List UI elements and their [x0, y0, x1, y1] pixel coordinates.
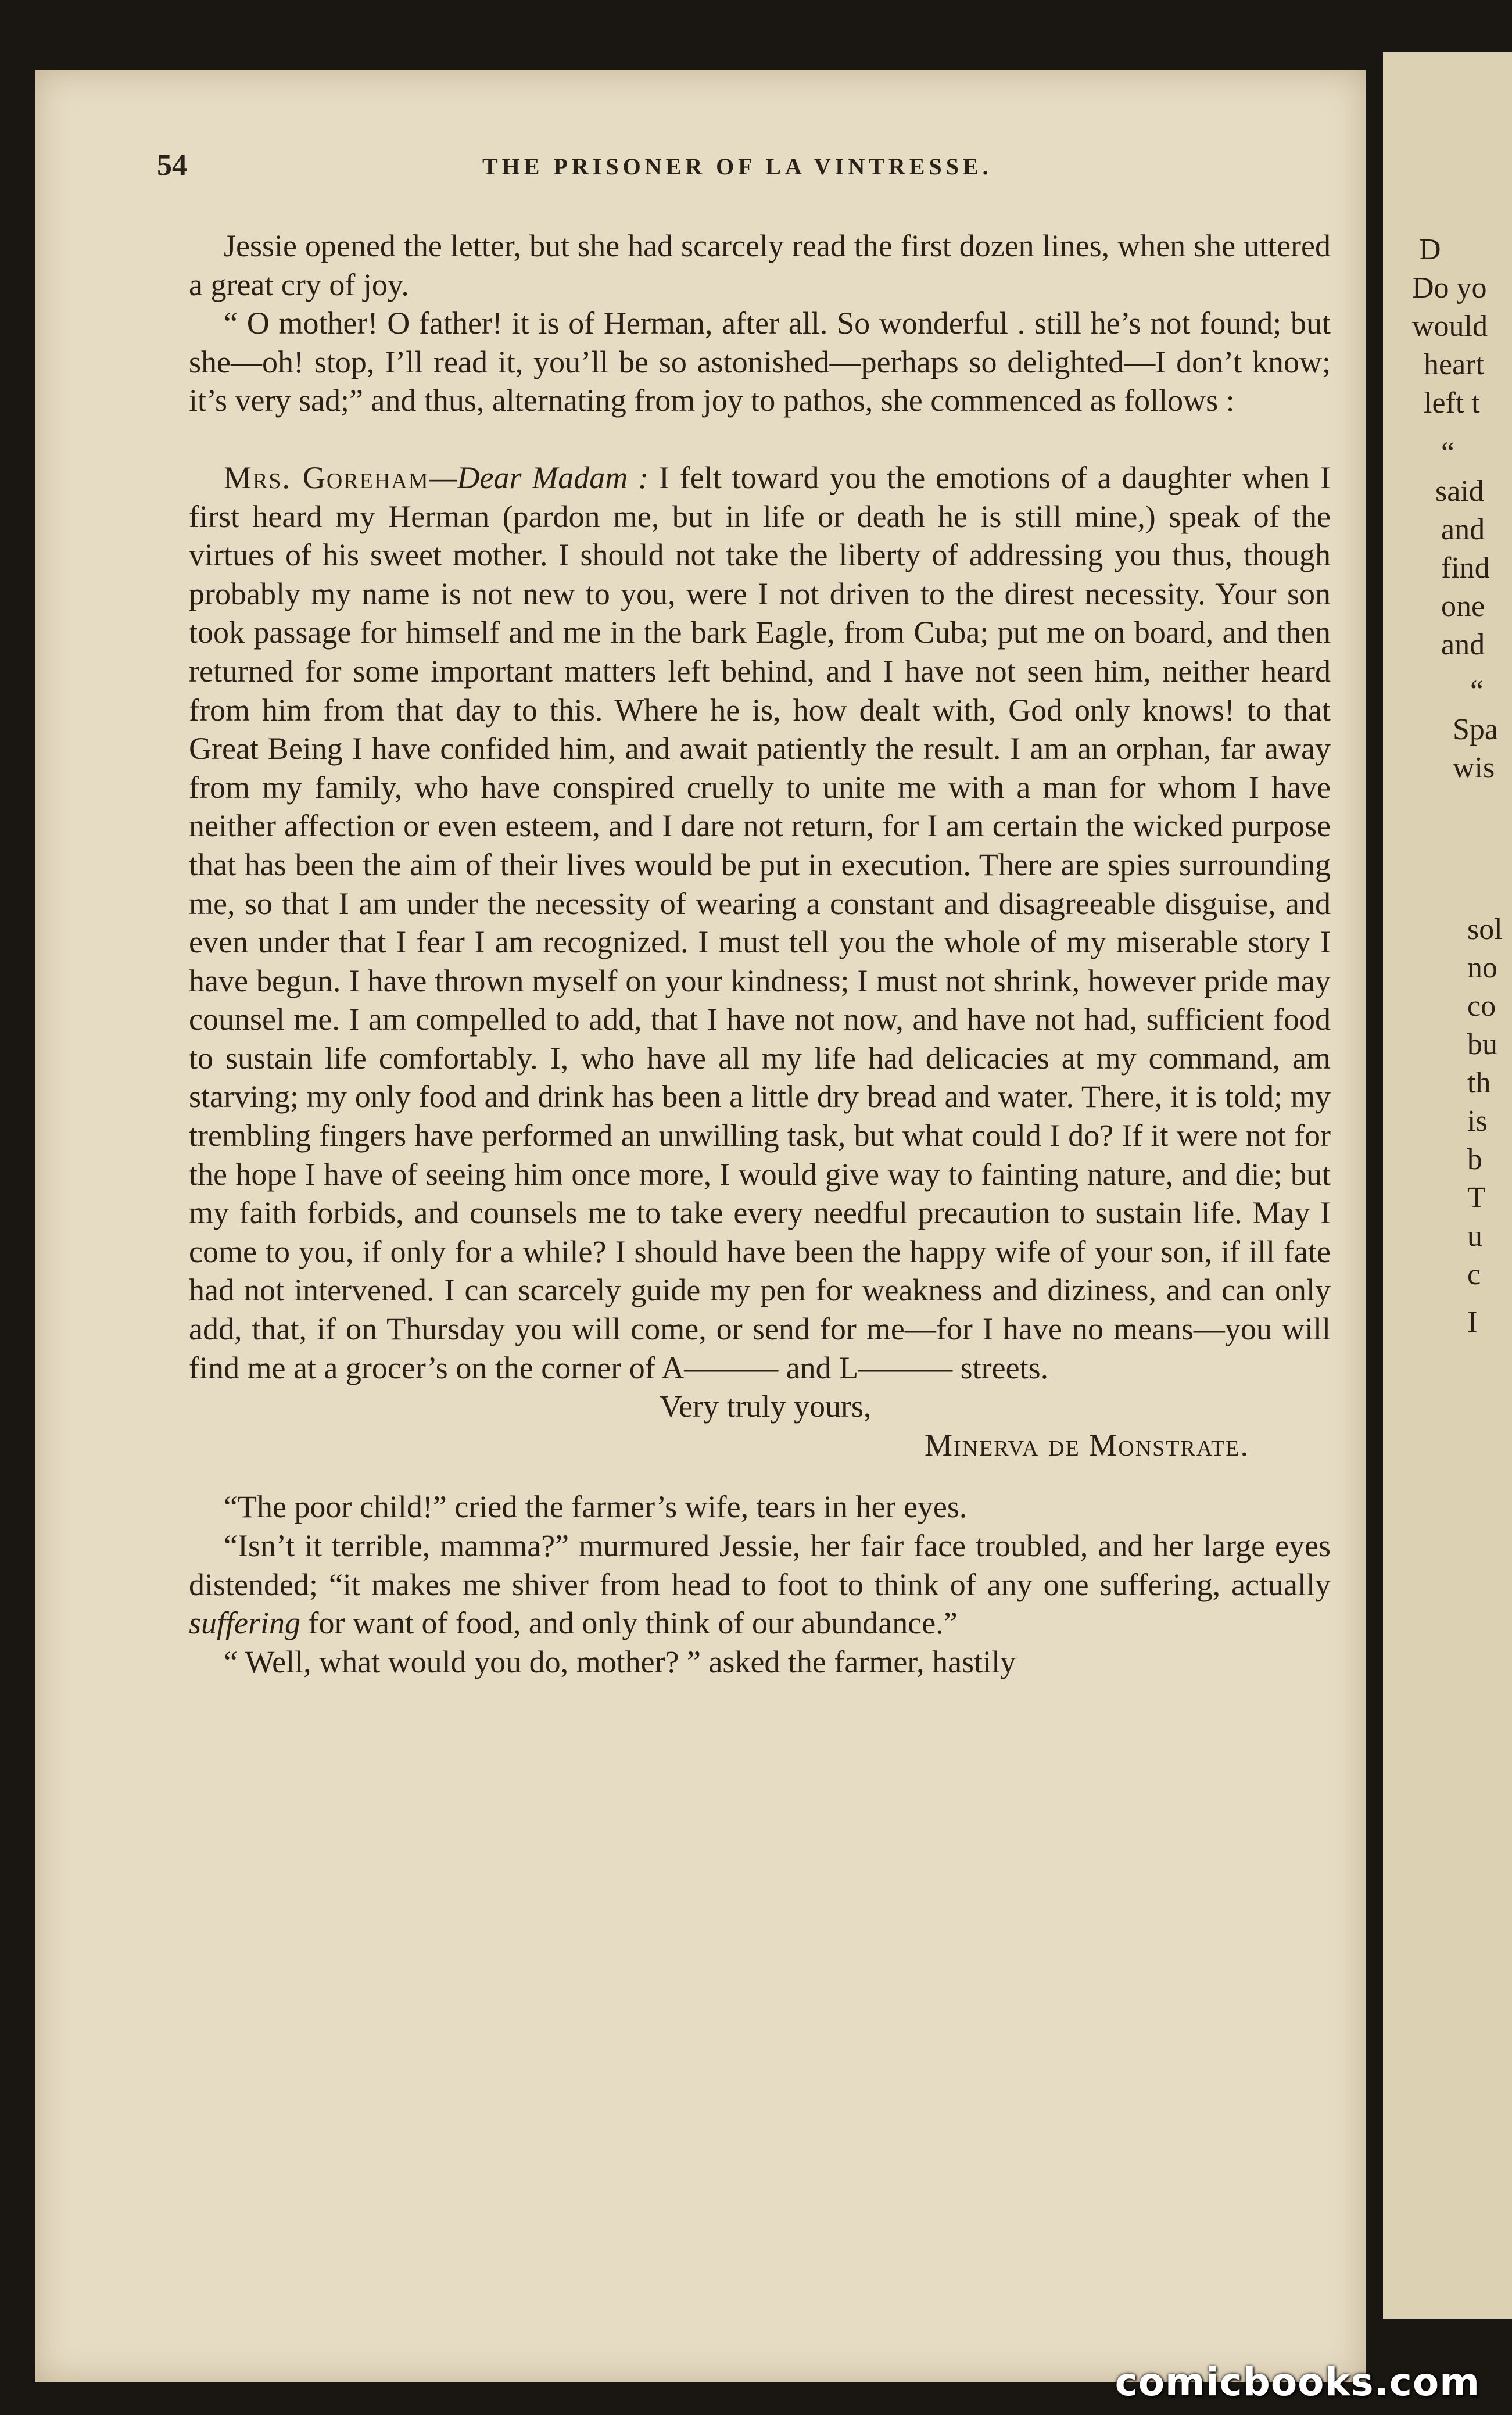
emphasis-suffering: suffering [189, 1606, 301, 1641]
facing-fragment: no [1467, 951, 1497, 984]
facing-fragment: said [1435, 475, 1484, 508]
facing-fragment: “ [1441, 436, 1455, 470]
spacer [189, 1464, 1331, 1488]
facing-fragment: co [1467, 990, 1496, 1023]
paragraph-what-would-you-do: “ Well, what would you do, mother? ” asked the farmer, hastily [224, 1644, 1016, 1679]
paragraph-text: “Isn’t it terrible, mamma?” murmured Jessie, her fair face troubled, and her large eyes distended; “it makes me shiver from head to foot to think of any one suffering, actually [189, 1528, 1331, 1602]
facing-fragment: I [1467, 1306, 1478, 1339]
facing-fragment: Do yo [1412, 271, 1487, 304]
facing-fragment: bu [1467, 1028, 1497, 1061]
facing-fragment: “ [1470, 675, 1484, 708]
facing-fragment: b [1467, 1143, 1482, 1176]
letter-body [189, 458, 1331, 1387]
letter-salutation-name: Mrs. Goreham [224, 460, 429, 495]
spacer [189, 420, 1331, 458]
facing-fragment: is [1467, 1105, 1488, 1138]
facing-fragment: would [1412, 310, 1488, 343]
facing-fragment: u [1467, 1220, 1482, 1253]
watermark: comicbooks.com [1115, 2360, 1480, 2405]
facing-fragment: wis [1453, 751, 1495, 784]
page-number: 54 [157, 149, 187, 182]
facing-fragment: and [1441, 628, 1485, 661]
facing-fragment: sol [1467, 913, 1503, 946]
facing-fragment: heart [1424, 348, 1484, 381]
facing-fragment: c [1467, 1258, 1481, 1291]
running-title: THE PRISONER OF LA VINTRESSE. [482, 153, 993, 180]
facing-page-edge [1383, 52, 1512, 2319]
facing-fragment: and [1441, 513, 1485, 546]
facing-fragment: one [1441, 590, 1485, 623]
facing-fragment: th [1467, 1066, 1491, 1099]
paragraph-isnt-it-terrible [189, 1527, 1331, 1643]
running-head [157, 148, 1319, 195]
facing-fragment: Spa [1453, 713, 1498, 746]
letter-closing: Very truly yours, [660, 1389, 872, 1424]
paragraph-poor-child: “The poor child!” cried the farmer’s wife, tears in her eyes. [224, 1489, 968, 1525]
facing-fragment: D [1419, 233, 1441, 266]
facing-fragment: T [1467, 1181, 1486, 1214]
letter-text: I felt toward you the emotions of a daughter when I first heard my Herman (pardon me, but in life or death he is still mine,) speak of the virtues of his sweet mother. I should not take the liberty of addressing you thus, though probably my name is not new to you, were I not driven to the direst necessity. Your son took passage for himself and me in the bark Eagle, from Cuba; put me on board, and then returned for some important matters left behind, and I have not seen him, neither heard from him from that day to this. Where he is, how dealt with, God only knows! to that Great Being I have confided him, and await patiently the result. I am an orphan, far away from my family, who have conspired cruelly to unite me with a man for whom I have neither affection or even esteem, and I dare not return, for I am certain the wicked purpose that has been the aim of their lives would be put in execution. There are spies surrounding me, so that I am under the necessity of wearing a constant and disagreeable disguise, and even under that I fear I am recognized. I must tell you the whole of my miserable story I have begun. I have thrown myself on your kindness; I must not shrink, however pride may counsel me. I am compelled to add, that I have not now, and have not had, sufficient food to sustain life comfortably. I, who have all my life had delicacies at my command, am starving; my only food and drink has been a little dry bread and water. There, it is told; my trembling fingers have performed an unwilling task, but what could I do? If it were not for the hope I have of seeing him once more, I would give way to fainting nature, and die; but my faith forbids, and counsels me to take every needful precaution to sustain life. May I come to you, if only for a while? I should have been the happy wife of your son, if ill fate had not intervened. I can scarcely guide my pen for weakness and diziness, and can only add, that, if on Thursday you will come, or send for me—for I have no means—you will find me at a grocer’s on the corner of A——— and L——— streets. [189, 460, 1331, 1385]
paragraph-jessie-exclaims: “ O mother! O father! it is of Herman, after all. So wonderful . still he’s not found; but she—oh! stop, I’ll read it, you’ll be so astonished—perhaps so delighted—I don’t know; it’s very sad;” and thus, alternating from joy to pathos, she commenced as follows : [189, 306, 1331, 418]
letter-signature: Minerva de Monstrate. [924, 1427, 1249, 1463]
facing-fragment: left t [1424, 386, 1480, 420]
paragraph-text: for want of food, and only think of our abundance.” [300, 1606, 958, 1641]
page-text [189, 227, 1331, 1681]
letter-salutation: —Dear Madam : [429, 460, 649, 495]
facing-fragment: find [1441, 551, 1490, 585]
paragraph-jessie-opened: Jessie opened the letter, but she had scarcely read the first dozen lines, when she uttered a great cry of joy. [189, 228, 1331, 302]
